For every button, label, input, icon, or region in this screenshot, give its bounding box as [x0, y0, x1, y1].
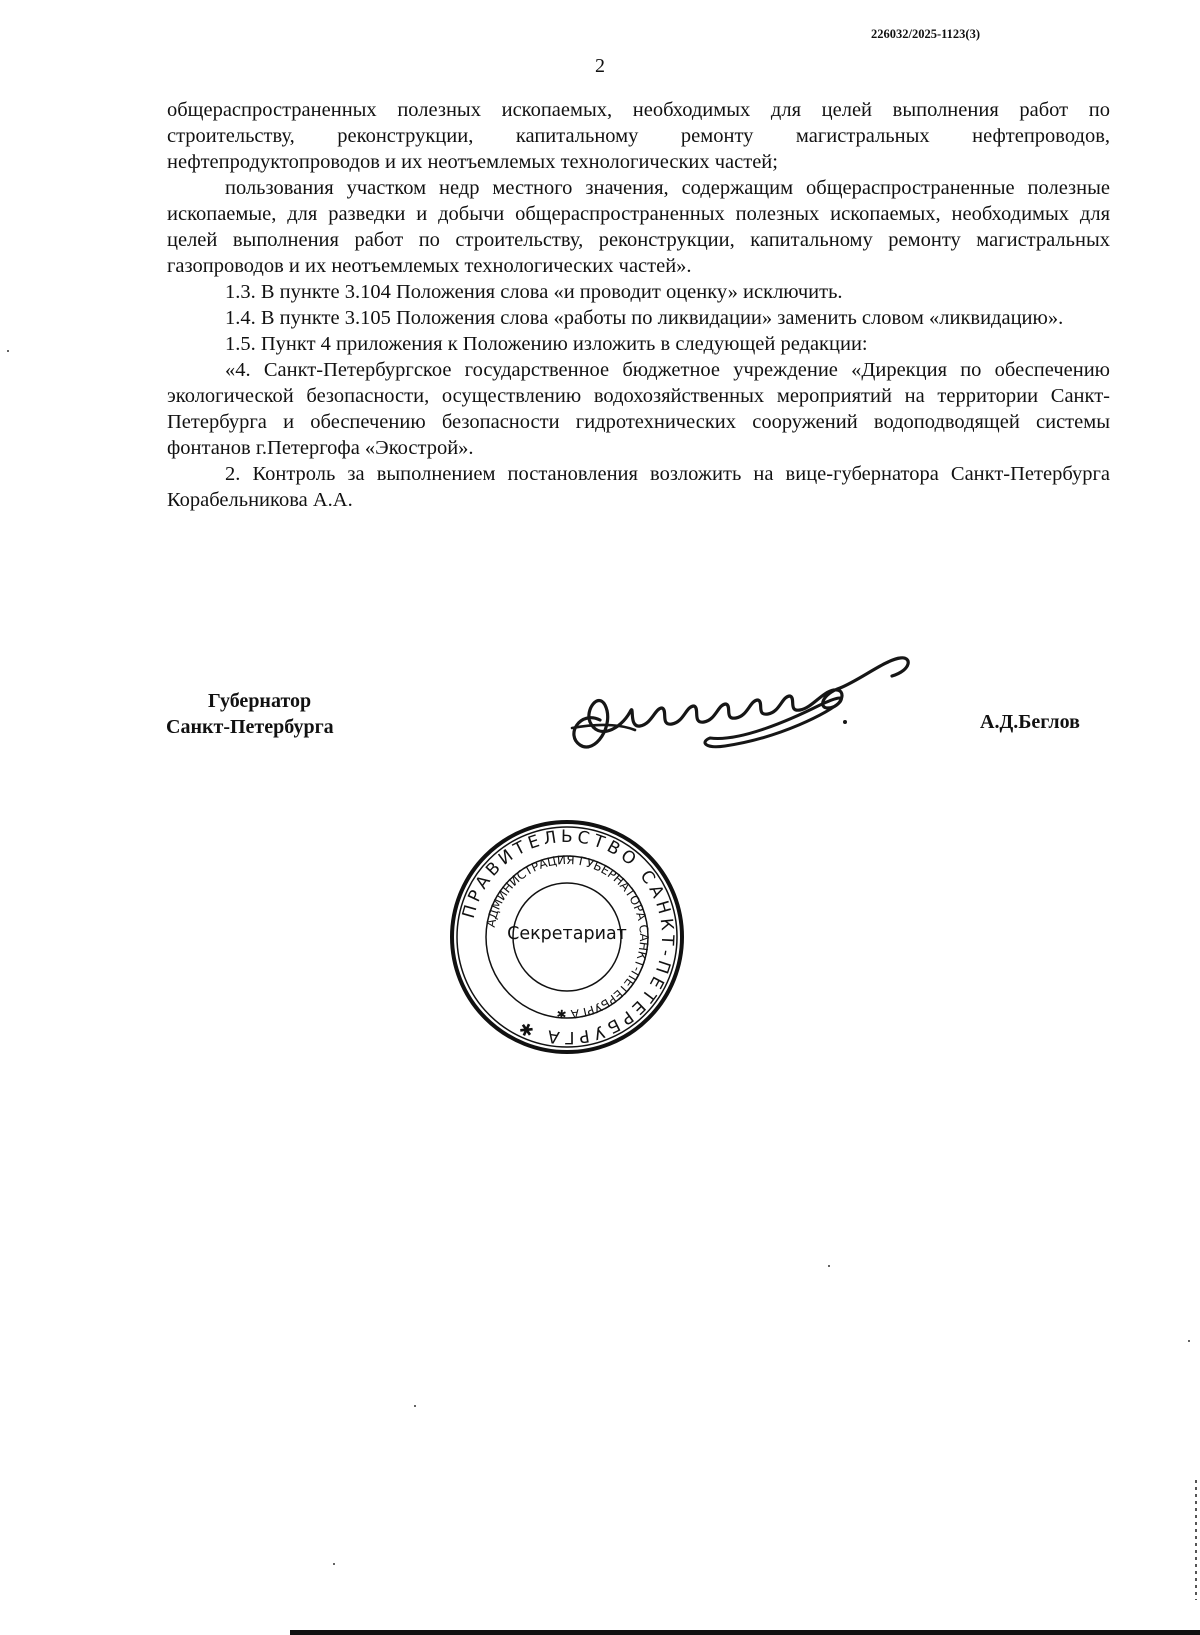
scan-speck	[1188, 1340, 1190, 1342]
paragraph-item-2: 2. Контроль за выполнением постановления возложить на вице-губернатора Санкт-Петербурга Корабельникова А.А.	[167, 463, 1110, 511]
svg-text:ПРАВИТЕЛЬСТВО САНКТ-ПЕТЕРБУРГА: ПРАВИТЕЛЬСТВО САНКТ-ПЕТЕРБУРГА ✱	[458, 826, 678, 1048]
paragraph-appendix-item-4: «4. Санкт-Петербургское государственное бюджетное учреждение «Дирекция по обеспечению экологической безопасности, осуществлению водохозяйственных мероприятий на территории Санкт-Петербурга и обеспечению безопасности гидротехнических сооружений водоподводящей системы фонтанов г.Петергофа «Экострой».	[167, 359, 1110, 459]
seal-center-text: Секретариат	[507, 924, 627, 944]
signatory-name: А.Д.Беглов	[980, 711, 1080, 733]
signatory-position: Губернатор	[208, 690, 312, 712]
signatory-title	[166, 688, 334, 740]
document-body	[167, 97, 1110, 513]
page-number: 2	[595, 55, 605, 77]
scan-speck	[828, 1265, 830, 1267]
paragraph-subsoil-use: пользования участком недр местного значения, содержащим общераспространенные полезные ископаемые, для разведки и добычи общераспространенных полезных ископаемых, необходимых для целей выполнения работ по строительству, реконструкции, капитальному ремонту магистральных газопроводов и их неотъемлемых технологических частей».	[167, 177, 1110, 277]
handwritten-signature	[560, 650, 930, 760]
scan-speck	[414, 1405, 416, 1407]
signatory-region: Санкт-Петербурга	[166, 716, 334, 738]
scan-edge-marks	[1195, 1480, 1197, 1600]
paragraph-item-1-4: 1.4. В пункте 3.105 Положения слова «работы по ликвидации» заменить словом «ликвидацию».	[225, 307, 1064, 329]
paragraph-item-1-3: 1.3. В пункте 3.104 Положения слова «и проводит оценку» исключить.	[225, 281, 843, 303]
scan-bottom-border	[290, 1630, 1200, 1635]
registration-number: 226032/2025-1123(3)	[870, 27, 980, 41]
paragraph-item-1-5: 1.5. Пункт 4 приложения к Положению изложить в следующей редакции:	[225, 333, 868, 355]
svg-text:АДМИНИСТРАЦИЯ ГУБЕРНАТОРА САНК: АДМИНИСТРАЦИЯ ГУБЕРНАТОРА САНКТ-ПЕТЕРБУРГА ✱	[483, 852, 652, 1022]
scan-speck	[7, 350, 9, 352]
paragraph-continuation: общераспространенных полезных ископаемых, необходимых для целей выполнения работ по строительству, реконструкции, капитальному ремонту магистральных нефтепроводов, нефтепродуктопроводов и их неотъемлемых технологических частей;	[167, 99, 1110, 173]
scan-speck	[333, 1563, 335, 1565]
